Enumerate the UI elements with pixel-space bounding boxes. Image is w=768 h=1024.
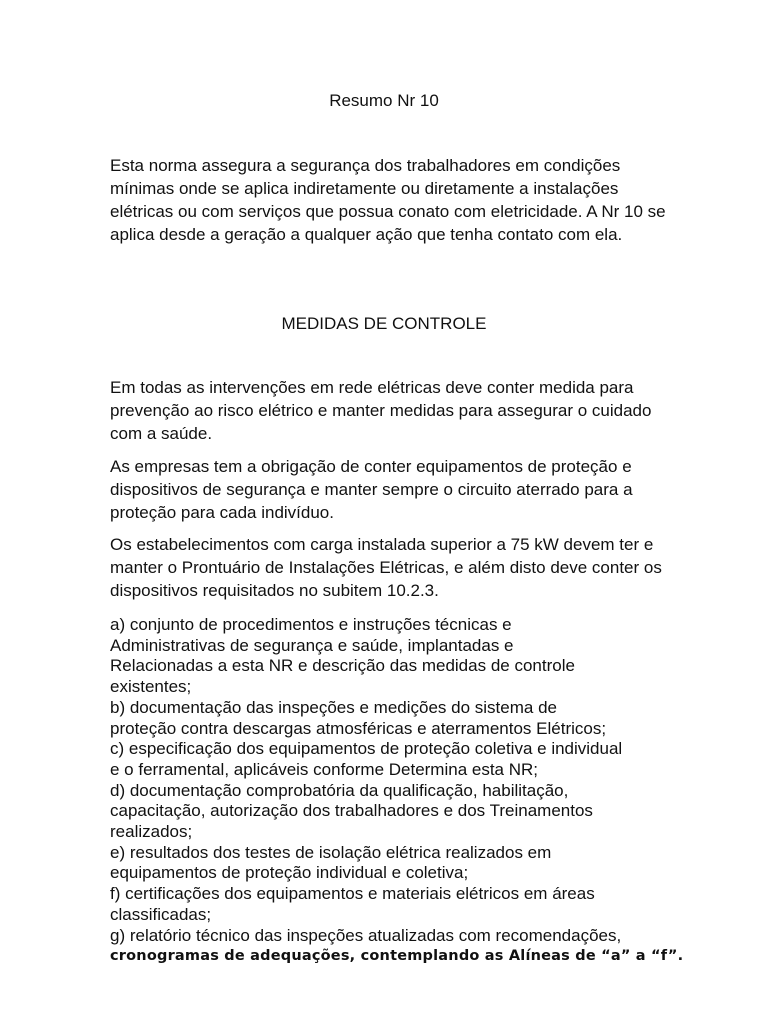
paragraph-3: Os estabelecimentos com carga instalada superior a 75 kW devem ter e manter o Prontuário de Instalações Elétricas, e além disto deve conter os dispositivos requisitados no subitem 10.2.3.: [110, 535, 662, 600]
requirements-list: [110, 615, 690, 967]
list-line: b) documentação das inspeções e medições do sistema de: [110, 697, 557, 717]
list-line: existentes;: [110, 677, 192, 697]
intro-paragraph: Esta norma assegura a segurança dos trabalhadores em condições mínimas onde se aplica indiretamente ou diretamente a instalações elétricas ou com serviços que possua conato com eletricidade. A Nr 10 se aplica desde a geração a qualquer ação que tenha contato com ela.: [110, 156, 666, 244]
list-line: capacitação, autorização dos trabalhadores e dos Treinamentos: [110, 801, 593, 821]
list-line: e o ferramental, aplicáveis conforme Determina esta NR;: [110, 759, 539, 779]
document-title: Resumo Nr 10: [329, 91, 439, 110]
list-line: f) certificações dos equipamentos e materiais elétricos em áreas: [110, 884, 595, 904]
list-line: classificadas;: [110, 904, 212, 924]
list-line: e) resultados dos testes de isolação elétrica realizados em: [110, 842, 552, 862]
list-final-bold-line: cronogramas de adequações, contemplando as Alíneas de “a” a “f”.: [110, 948, 684, 965]
list-line: d) documentação comprobatória da qualificação, habilitação,: [110, 780, 569, 800]
list-line: Relacionadas a esta NR e descrição das medidas de controle: [110, 656, 575, 676]
list-line: proteção contra descargas atmosféricas e aterramentos Elétricos;: [110, 718, 607, 738]
list-line: realizados;: [110, 822, 193, 842]
list-line: c) especificação dos equipamentos de proteção coletiva e individual: [110, 739, 623, 759]
paragraph-1: Em todas as intervenções em rede elétricas deve conter medida para prevenção ao risco elétrico e manter medidas para assegurar o cuidado com a saúde.: [110, 378, 652, 443]
paragraph-2: As empresas tem a obrigação de conter equipamentos de proteção e dispositivos de segurança e manter sempre o circuito aterrado para a proteção para cada indivíduo.: [110, 457, 633, 522]
section-title: MEDIDAS DE CONTROLE: [281, 314, 487, 333]
list-line: g) relatório técnico das inspeções atualizadas com recomendações,: [110, 925, 622, 945]
list-line: a) conjunto de procedimentos e instruções técnicas e: [110, 615, 512, 634]
list-line: equipamentos de proteção individual e coletiva;: [110, 863, 469, 883]
list-line: Administrativas de segurança e saúde, implantadas e: [110, 635, 514, 655]
